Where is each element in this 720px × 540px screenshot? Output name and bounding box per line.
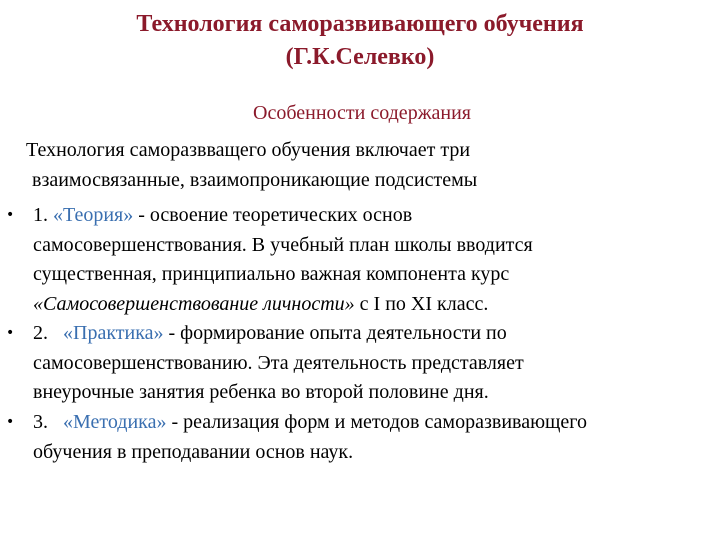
- item-line-1: [33, 319, 715, 349]
- item-name: «Методика»: [63, 411, 167, 433]
- intro-paragraph: [26, 136, 706, 195]
- slide-title: [0, 8, 720, 74]
- section-subtitle: [0, 101, 720, 125]
- item-name: «Теория»: [53, 204, 134, 226]
- bullet-icon: •: [6, 325, 15, 341]
- item-number: 1.: [33, 204, 48, 226]
- item-line-1: [33, 201, 715, 231]
- item-name: «Практика»: [63, 322, 164, 344]
- intro-line-1: Технология саморазвващего обучения включает три: [26, 139, 471, 161]
- list-item-text: [33, 201, 715, 319]
- item-line-1-rest: - реализация форм и методов саморазвивающего: [171, 411, 587, 433]
- list-item-text: [33, 319, 715, 408]
- subtitle-text: Особенности содержания: [253, 102, 471, 124]
- item-line-2: обучения в преподавании основ наук.: [33, 440, 354, 463]
- item-number: 3.: [33, 411, 48, 433]
- item-line-4-rest: с I по XI класс.: [359, 292, 489, 315]
- intro-line-2: взаимосвязанные, взаимопроникающие подсистемы: [32, 168, 478, 191]
- item-line-2: самосовершенствования. В учебный план школы вводится: [33, 233, 533, 256]
- bullet-icon: •: [6, 207, 15, 223]
- title-line-2: (Г.К.Селевко): [285, 44, 435, 70]
- list-item-text: [33, 408, 715, 467]
- item-line-3: существенная, принципиально важная компонента курс: [33, 263, 510, 285]
- course-name: «Самосовершенствование личности»: [33, 292, 355, 315]
- item-line-4: [33, 290, 715, 320]
- bullet-icon: •: [6, 414, 15, 430]
- item-line-1: [33, 408, 715, 438]
- item-line-3: внеурочные занятия ребенка во второй половине дня.: [33, 381, 489, 403]
- title-line-1: Технология саморазвивающего обучения: [136, 11, 584, 37]
- item-line-2: самосовершенствованию. Эта деятельность представляет: [33, 351, 524, 374]
- item-number: 2.: [33, 322, 48, 344]
- item-line-1-rest: - формирование опыта деятельности по: [168, 322, 507, 344]
- item-line-1-rest: - освоение теоретических основ: [138, 204, 413, 226]
